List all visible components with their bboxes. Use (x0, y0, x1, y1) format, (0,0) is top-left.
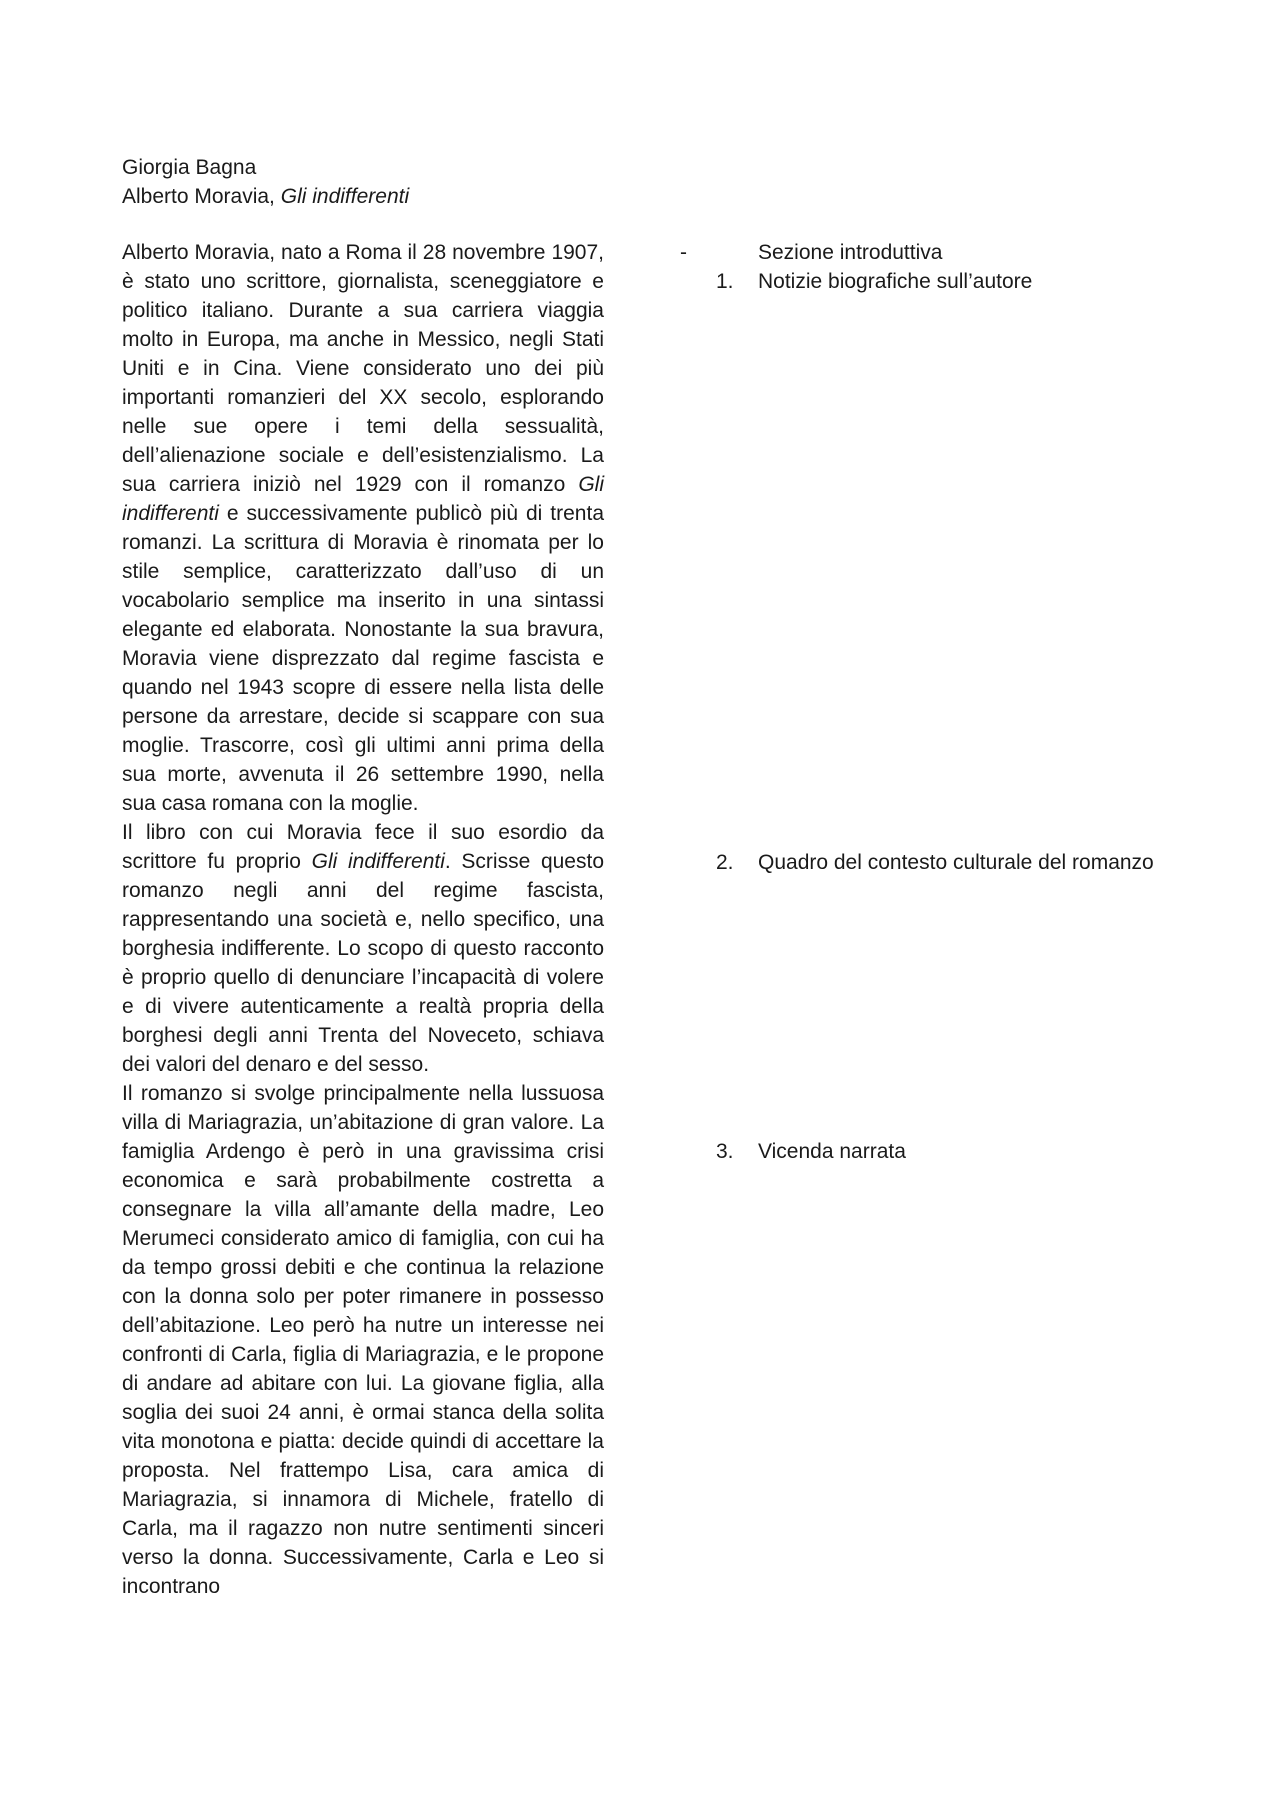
outline-item-label: Vicenda narrata (758, 1140, 906, 1163)
outline-number: 1. (716, 270, 734, 293)
text-run: Il libro con cui Moravia fece il suo esordio da scrittore fu proprio (122, 821, 604, 873)
outline-item-label: Quadro del contesto culturale del romanzo (758, 851, 1154, 874)
outline-section-intro (680, 238, 1166, 267)
document-title (122, 182, 409, 211)
book-title-inline: Gli indifferenti (122, 473, 604, 525)
outline-item-label: Notizie biografiche sull’autore (758, 270, 1033, 293)
paragraph-plot (122, 1079, 604, 1601)
paragraph-biography (122, 238, 604, 818)
paragraph-cultural-context (122, 818, 604, 1079)
outline-block-1 (680, 238, 1166, 296)
outline-block-2 (716, 848, 1166, 877)
title-prefix: Alberto Moravia, (122, 185, 281, 208)
outline-section-label: Sezione introduttiva (758, 241, 943, 264)
document-header (122, 153, 409, 211)
text-run: Alberto Moravia, nato a Roma il 28 novembre 1907, è stato uno scrittore, giornalista, sceneggiatore e politico italiano. Durante a sua carriera viaggia molto in Europa, ma anche in Messico, negli Stati Uniti e in Cina. Viene considerato uno dei più importanti romanzieri del XX secolo, esplorando nelle sue opere i temi della sessualità, dell’alienazione sociale e dell’esistenzialismo. La sua carriera iniziò nel 1929 con il romanzo (122, 241, 604, 496)
text-run: Il romanzo si svolge principalmente nella lussuosa villa di Mariagrazia, un’abitazione di gran valore. La famiglia Ardengo è però in una gravissima crisi economica e sarà probabilmente costretta a consegnare la villa all’amante della madre, Leo Merumeci considerato amico di famiglia, con cui ha da tempo grossi debiti e che continua la relazione con la donna solo per poter rimanere in possesso dell’abitazione. Leo però ha nutre un interesse nei confronti di Carla, figlia di Mariagrazia, e le propone di andare ad abitare con lui. La giovane figlia, alla soglia dei suoi 24 anni, è ormai stanca della solita vita monotona e piatta: decide quindi di accettare la proposta. Nel frattempo Lisa, cara amica di Mariagrazia, si innamora di Michele, fratello di Carla, ma il ragazzo non nutre sentimenti sinceri verso la donna. Successivamente, Carla e Leo si incontrano (122, 1082, 604, 1598)
author-name: Giorgia Bagna (122, 156, 257, 179)
outline-block-3 (716, 1137, 1166, 1166)
dash-marker: - (680, 241, 687, 264)
book-title-inline: Gli indifferenti (311, 850, 445, 873)
outline-item-1 (716, 267, 1166, 296)
outline-item-3 (716, 1137, 1166, 1166)
outline-number: 2. (716, 851, 734, 874)
text-run: . Scrisse questo romanzo negli anni del regime fascista, rappresentando una società e, nello specifico, una borghesia indifferente. Lo scopo di questo racconto è proprio quello di denunciare l’incapacità di volere e di vivere autenticamente a realtà propria della borghesi degli anni Trenta del Noveceto, schiava dei valori del denaro e del sesso. (122, 850, 604, 1076)
outline-item-2 (716, 848, 1166, 877)
essay-body (122, 238, 604, 1601)
outline-number: 3. (716, 1140, 734, 1163)
text-run: e successivamente publicò più di trenta romanzi. La scrittura di Moravia è rinomata per lo stile semplice, caratterizzato dall’uso di un vocabolario semplice ma inserito in una sintassi elegante ed elaborata. Nonostante la sua bravura, Moravia viene disprezzato dal regime fascista e quando nel 1943 scopre di essere nella lista delle persone da arrestare, decide si scappare con sua moglie. Trascorre, così gli ultimi anni prima della sua morte, avvenuta il 26 settembre 1990, nella sua casa romana con la moglie. (122, 502, 604, 815)
book-title: Gli indifferenti (280, 185, 410, 208)
